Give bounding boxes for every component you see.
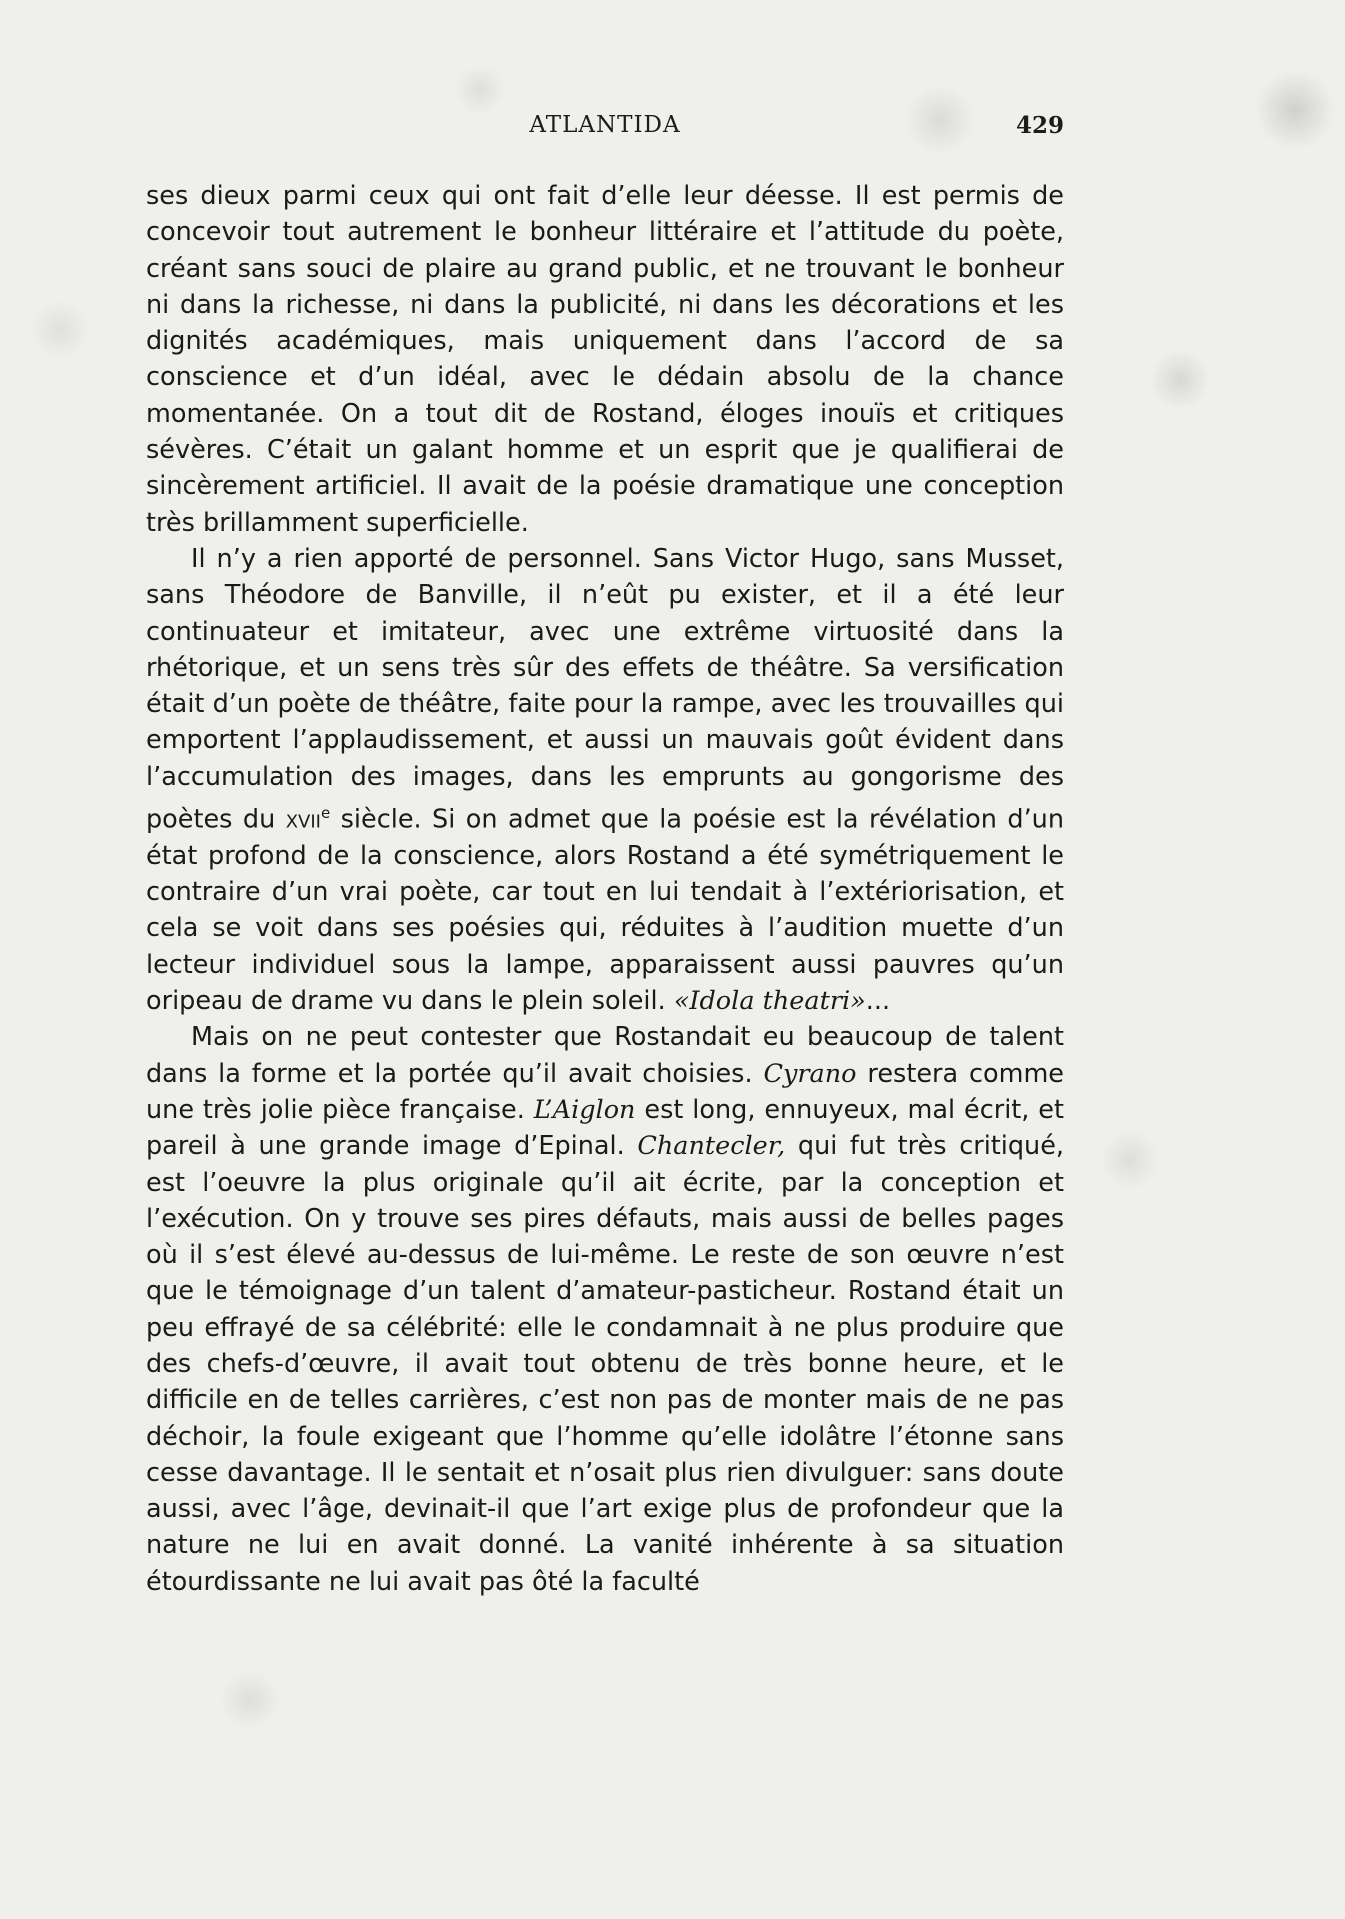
text-segment: Il n’y a rien apporté de personnel. Sans Victor Hugo, sans Musset, sans Théodore de Banville, il n’eût pu exister, et il a été leur continuateur et imitateur, avec une extrême virtuosité dans la rhétorique, et un sens très sûr des effets de théâtre. Sa versification était d’un poète de théâtre, faite pour la rampe, avec les trouvailles qui emportent l’applaudissement, et aussi un mauvais goût évident dans l’accumulation des images, dans les emprunts au gongorisme des poètes du	[146, 543, 1064, 835]
small-caps-text: xvii	[285, 804, 321, 835]
page-number: 429	[1015, 112, 1064, 139]
italic-text: Chantecler,	[637, 1131, 786, 1162]
body-text	[146, 178, 1064, 1600]
running-header	[146, 112, 1064, 152]
italic-text: Cyrano	[763, 1058, 857, 1089]
superscript-text: e	[320, 804, 331, 823]
running-title: ATLANTIDA	[529, 112, 681, 138]
italic-text: L’Aiglon	[533, 1094, 636, 1125]
text-segment: qui fut très critiqué, est l’oeuvre la plus originale qu’il ait écrite, par la conception et l’exécution. On y trouve ses pires défauts, mais aussi de belles pages où il s’est élevé au-dessus de lui-même. Le reste de son œuvre n’est que le témoignage d’un talent d’amateur-pasticheur. Rostand était un peu effrayé de sa célébrité: elle le condamnait à ne plus produire que des chefs-d’œuvre, il avait tout obtenu de très bonne heure, et le difficile en de telles carrières, c’est non pas de monter mais de ne pas déchoir, la foule exigeant que l’homme qu’elle idolâtre l’étonne sans cesse davantage. Il le sentait et n’osait plus rien divulguer: sans doute aussi, avec l’âge, devinait-il que l’art exige plus de profondeur que la nature ne lui en avait donné. La vanité inhérente à sa situation étourdissante ne lui avait pas ôté la faculté	[146, 1131, 1065, 1597]
text-segment: ses dieux parmi ceux qui ont fait d’elle leur déesse. Il est permis de concevoir tout autrement le bonheur littéraire et l’attitude du poète, créant sans souci de plaire au grand public, et ne trouvant le bonheur ni dans la richesse, ni dans la publicité, ni dans les décorations et les dignités académiques, mais uniquement dans l’accord de sa conscience et d’un idéal, avec le dédain absolu de la chance momentanée. On a tout dit de Rostand, éloges inouïs et critiques sévères. C’était un galant homme et un esprit que je qualifierai de sincèrement artificiel. Il avait de la poésie dramatique une conception très brillamment superficielle.	[146, 181, 1064, 538]
paragraph	[146, 541, 1064, 1019]
text-segment: restera comme une très jolie pièce française.	[146, 1058, 1064, 1125]
paragraph	[146, 1019, 1064, 1600]
paragraph	[146, 178, 1064, 541]
text-segment: ...	[865, 986, 891, 1017]
text-segment: est long, ennuyeux, mal écrit, et pareil à une grande image d’Epinal.	[146, 1094, 1064, 1162]
text-segment: siècle. Si on admet que la poésie est la révélation d’un état profond de la conscience, alors Rostand a été symétriquement le contraire d’un vrai poète, car tout en lui tendait à l’extériorisation, et cela se voit dans ses poésies qui, réduites à l’audition muette d’un lecteur individuel sous la lampe, apparaissent aussi pauvres qu’un oripeau de drame vu dans le plein soleil.	[146, 804, 1064, 1017]
text-segment: Mais on ne peut contester que Rostandait eu beaucoup de talent dans la forme et la portée qu’il avait choisies.	[146, 1022, 1064, 1089]
italic-text: «Idola theatri»	[673, 986, 866, 1017]
